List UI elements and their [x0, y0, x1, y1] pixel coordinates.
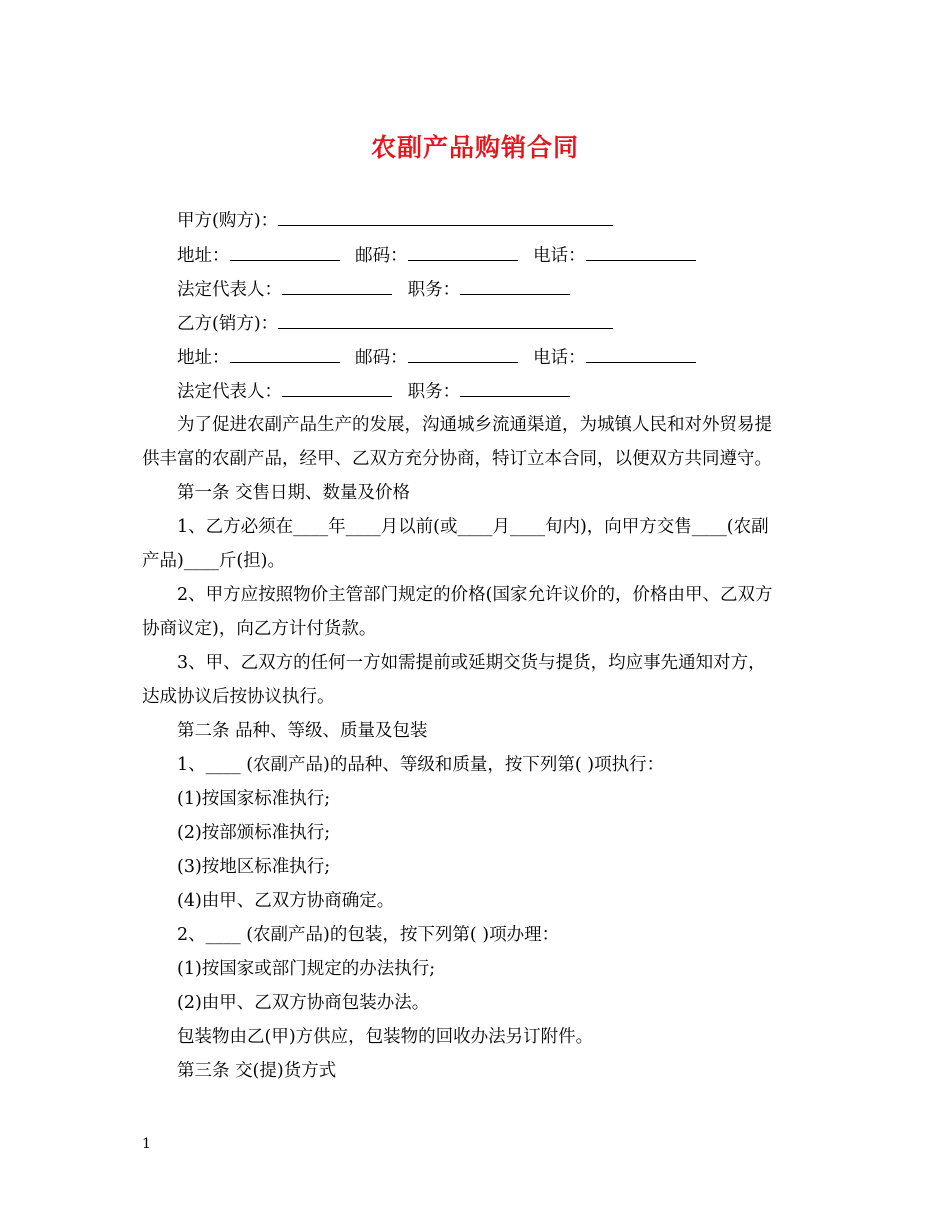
article2-pack-note: 包装物由乙(甲)方供应，包装物的回收办法另订附件。	[177, 1027, 594, 1047]
party-a-phone-label: 电话：	[533, 246, 586, 266]
party-b-phone-blank	[586, 345, 696, 363]
party-a-address-label: 地址：	[177, 246, 230, 266]
preamble-line-1: 为了促进农副产品生产的发展，沟通城乡流通渠道，为城镇人民和对外贸易提	[177, 415, 772, 435]
article3-heading: 第三条 交(提)货方式	[177, 1061, 337, 1081]
party-b-rep-line	[177, 379, 849, 404]
article2-pack-option-2: (2)由甲、乙双方协商包装办法。	[177, 993, 430, 1013]
article1-item1-line2: 产品)____斤(担)。	[142, 551, 285, 571]
article2-item1: 1、____ (农副产品)的品种、等级和质量，按下列第( )项执行：	[177, 755, 665, 775]
party-a-postcode-blank	[408, 243, 518, 261]
party-b-rep-label: 法定代表人：	[177, 382, 282, 402]
party-a-blank	[278, 208, 613, 226]
party-b-address-blank	[230, 345, 340, 363]
contract-title: 农副产品购销合同	[370, 133, 579, 162]
article2-heading: 第二条 品种、等级、质量及包装	[177, 721, 428, 741]
party-b-contact-line	[177, 345, 849, 370]
party-a-rep-label: 法定代表人：	[177, 280, 282, 300]
page-number: 1	[142, 1136, 151, 1152]
article1-item1-line1: 1、乙方必须在____年____月以前(或____月____旬内)，向甲方交售____(农副	[177, 517, 769, 537]
preamble-line-2: 供丰富的农副产品，经甲、乙双方充分协商，特订立本合同，以便双方共同遵守。	[142, 449, 772, 469]
article1-item3-line1: 3、甲、乙双方的任何一方如需提前或延期交货与提货，均应事先通知对方，	[177, 653, 766, 673]
article2-item2: 2、____ (农副产品)的包装，按下列第( )项办理：	[177, 925, 560, 945]
party-b-phone-label: 电话：	[533, 348, 586, 368]
party-a-rep-line	[177, 277, 849, 302]
party-b-address-label: 地址：	[177, 348, 230, 368]
party-a-phone-blank	[586, 243, 696, 261]
party-b-blank	[278, 311, 613, 329]
article1-heading: 第一条 交售日期、数量及价格	[177, 483, 411, 503]
party-a-postcode-label: 邮码：	[355, 246, 408, 266]
article2-option-3: (3)按地区标准执行;	[177, 857, 331, 877]
article2-pack-option-1: (1)按国家或部门规定的办法执行;	[177, 959, 436, 979]
article2-option-1: (1)按国家标准执行;	[177, 789, 331, 809]
party-a-address-blank	[230, 243, 340, 261]
party-a-contact-line	[177, 243, 849, 268]
party-a-label: 甲方(购方)：	[177, 211, 279, 231]
article1-item2-line2: 协商议定)，向乙方计付货款。	[142, 619, 377, 639]
party-b-postcode-blank	[408, 345, 518, 363]
article1-item3-line2: 达成协议后按协议执行。	[142, 687, 335, 707]
party-a-rep-blank	[282, 277, 392, 295]
article1-item2-line1: 2、甲方应按照物价主管部门规定的价格(国家允许议价的，价格由甲、乙双方	[177, 585, 773, 605]
party-b-line	[177, 311, 849, 336]
party-a-position-label: 职务：	[407, 280, 461, 300]
party-b-position-blank	[460, 379, 570, 397]
party-b-postcode-label: 邮码：	[355, 348, 408, 368]
article2-option-2: (2)按部颁标准执行;	[177, 823, 331, 843]
party-a-position-blank	[460, 277, 570, 295]
party-b-rep-blank	[282, 379, 392, 397]
party-a-line	[177, 208, 849, 233]
party-b-label: 乙方(销方)：	[177, 314, 279, 334]
article2-option-4: (4)由甲、乙双方协商确定。	[177, 891, 395, 911]
party-b-position-label: 职务：	[407, 382, 461, 402]
